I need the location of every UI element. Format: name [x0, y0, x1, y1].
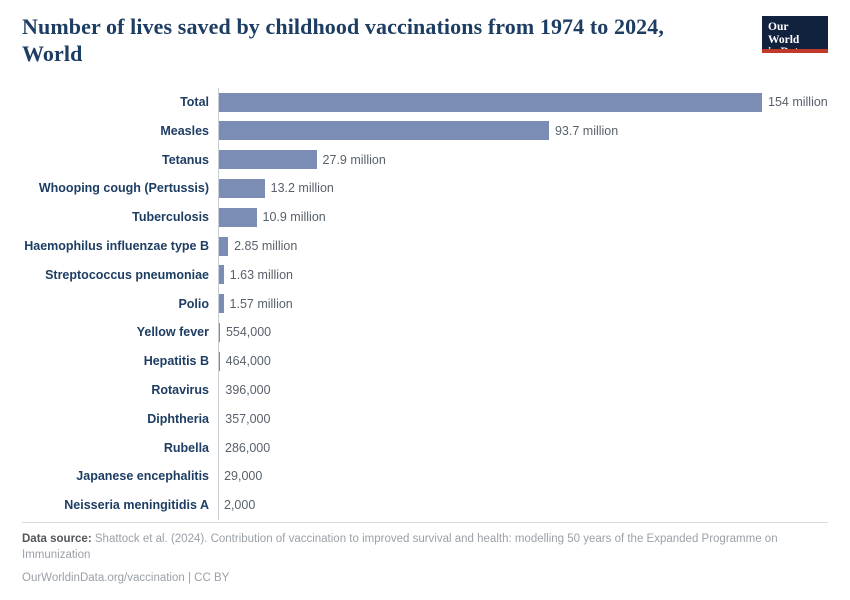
bar-value-label: 154 million [768, 95, 828, 110]
chart-row[interactable] [22, 376, 828, 405]
logo-line-1: Our World [768, 21, 800, 46]
axis-line [218, 347, 219, 376]
bar[interactable] [218, 237, 228, 256]
bar-value-label: 286,000 [225, 440, 271, 455]
axis-line [218, 203, 219, 232]
axis-line [218, 88, 219, 117]
bar-value-label: 1.57 million [229, 296, 293, 311]
bar-value-label: 554,000 [225, 325, 272, 340]
category-label: Total [180, 95, 209, 110]
bar-area [218, 232, 828, 261]
data-source-text: Shattock et al. (2024). Contribution of vaccination to improved survival and health: modelling 50 years of the Expanded Programme on Immunization [22, 533, 778, 562]
category-label: Japanese encephalitis [76, 469, 209, 484]
chart-row[interactable] [22, 433, 828, 462]
axis-line [218, 260, 219, 289]
bar-area [218, 174, 828, 203]
axis-line [218, 404, 219, 433]
chart-footer [22, 522, 828, 584]
license-note: OurWorldinData.org/vaccination | CC BY [22, 572, 230, 584]
axis-line [218, 318, 219, 347]
logo-accent-bar [762, 49, 828, 53]
bar-value-label: 29,000 [224, 469, 263, 484]
page-title: Number of lives saved by childhood vaccinations from 1974 to 2024, World [22, 14, 664, 66]
chart-row[interactable] [22, 318, 828, 347]
chart-row[interactable] [22, 347, 828, 376]
bar-value-label: 357,000 [225, 411, 271, 426]
chart-row[interactable] [22, 116, 828, 145]
bar-area [218, 260, 828, 289]
axis-line [218, 462, 219, 491]
axis-line [218, 289, 219, 318]
bar-value-label: 13.2 million [270, 181, 334, 196]
bar[interactable] [218, 121, 549, 140]
chart-row[interactable] [22, 289, 828, 318]
data-source-label: Data source: [22, 533, 92, 546]
category-label: Rubella [163, 440, 209, 455]
bar-value-label: 464,000 [225, 354, 271, 369]
category-label: Streptococcus pneumoniae [45, 267, 209, 282]
bar-area [218, 462, 828, 491]
bar-chart [22, 88, 828, 520]
category-label: Measles [160, 123, 209, 138]
bar-value-label: 93.7 million [554, 123, 619, 138]
axis-line [218, 145, 219, 174]
bar-area [218, 145, 828, 174]
category-label: Yellow fever [136, 325, 209, 340]
bar-value-label: 10.9 million [262, 210, 326, 225]
bar-value-label: 2,000 [224, 498, 256, 513]
chart-row[interactable] [22, 232, 828, 261]
category-label: Whooping cough (Pertussis) [38, 181, 209, 196]
axis-line [218, 116, 219, 145]
bar[interactable] [218, 179, 265, 198]
chart-row[interactable] [22, 203, 828, 232]
bar-area [218, 88, 828, 117]
category-label: Hepatitis B [143, 354, 209, 369]
category-label: Tetanus [162, 152, 209, 167]
bar-area [218, 404, 828, 433]
category-label: Haemophilus influenzae type B [24, 239, 209, 254]
bar[interactable] [218, 93, 762, 112]
chart-row[interactable] [22, 174, 828, 203]
axis-line [218, 174, 219, 203]
chart-header [22, 14, 828, 68]
data-source [22, 532, 782, 564]
bar-value-label: 2.85 million [234, 239, 298, 254]
bar-value-label: 1.63 million [229, 267, 293, 282]
category-label: Tuberculosis [132, 210, 209, 225]
bar-area [218, 318, 828, 347]
bar-value-label: 27.9 million [322, 152, 386, 167]
chart-row[interactable] [22, 462, 828, 491]
axis-line [218, 376, 219, 405]
bar-area [218, 376, 828, 405]
bar-area [218, 289, 828, 318]
category-label: Polio [178, 296, 209, 311]
category-label: Diphtheria [147, 411, 209, 426]
category-label: Rotavirus [151, 383, 209, 398]
bar-area [218, 116, 828, 145]
bar[interactable] [218, 208, 257, 227]
category-label: Neisseria meningitidis A [64, 498, 209, 513]
chart-row[interactable] [22, 491, 828, 520]
bar-value-label: 396,000 [225, 383, 271, 398]
bar-area [218, 347, 828, 376]
bar-area [218, 203, 828, 232]
owid-logo[interactable] [762, 16, 828, 53]
bar[interactable] [218, 150, 317, 169]
chart-row[interactable] [22, 404, 828, 433]
chart-row[interactable] [22, 88, 828, 117]
bar-area [218, 433, 828, 462]
axis-line [218, 433, 219, 462]
axis-line [218, 232, 219, 261]
axis-line [218, 491, 219, 520]
chart-row[interactable] [22, 145, 828, 174]
chart-row[interactable] [22, 260, 828, 289]
bar-area [218, 491, 828, 520]
